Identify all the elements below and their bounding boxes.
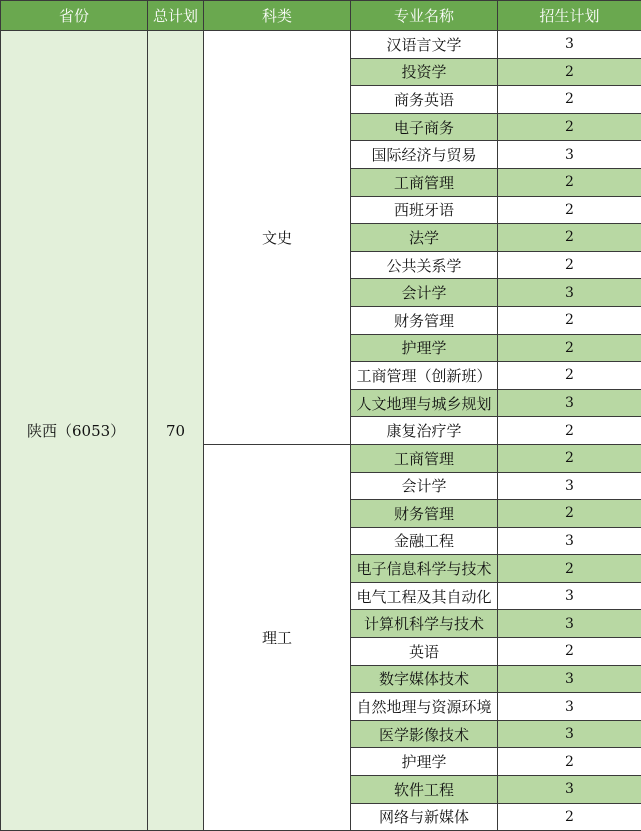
major-name-cell: 英语	[351, 638, 498, 666]
quota-cell: 2	[498, 417, 641, 445]
quota-cell: 3	[498, 141, 641, 169]
quota-cell: 2	[498, 803, 641, 831]
major-name-cell: 康复治疗学	[351, 417, 498, 445]
quota-cell: 3	[498, 720, 641, 748]
table-body	[1, 31, 641, 831]
header-quota: 招生计划	[498, 1, 641, 31]
total-plan-cell: 70	[148, 31, 204, 831]
major-name-cell: 电气工程及其自动化	[351, 582, 498, 610]
major-name-cell: 财务管理	[351, 500, 498, 528]
quota-cell: 2	[498, 196, 641, 224]
quota-cell: 3	[498, 610, 641, 638]
major-name-cell: 工商管理	[351, 444, 498, 472]
major-name-cell: 金融工程	[351, 527, 498, 555]
quota-cell: 3	[498, 31, 641, 59]
quota-cell: 2	[498, 444, 641, 472]
major-name-cell: 人文地理与城乡规划	[351, 389, 498, 417]
quota-cell: 3	[498, 279, 641, 307]
quota-cell: 3	[498, 472, 641, 500]
major-name-cell: 公共关系学	[351, 251, 498, 279]
quota-cell: 2	[498, 306, 641, 334]
subject-cell: 理工	[204, 444, 351, 830]
major-name-cell: 数字媒体技术	[351, 665, 498, 693]
major-name-cell: 网络与新媒体	[351, 803, 498, 831]
major-name-cell: 投资学	[351, 58, 498, 86]
quota-cell: 2	[498, 362, 641, 390]
header-row	[1, 1, 641, 31]
major-name-cell: 电子商务	[351, 113, 498, 141]
quota-cell: 2	[498, 113, 641, 141]
major-name-cell: 医学影像技术	[351, 720, 498, 748]
quota-cell: 2	[498, 58, 641, 86]
major-name-cell: 计算机科学与技术	[351, 610, 498, 638]
quota-cell: 2	[498, 251, 641, 279]
quota-cell: 2	[498, 500, 641, 528]
major-name-cell: 商务英语	[351, 86, 498, 114]
quota-cell: 2	[498, 638, 641, 666]
quota-cell: 2	[498, 748, 641, 776]
quota-cell: 3	[498, 582, 641, 610]
major-name-cell: 软件工程	[351, 776, 498, 804]
quota-cell: 3	[498, 693, 641, 721]
major-name-cell: 工商管理（创新班）	[351, 362, 498, 390]
table-row	[1, 31, 641, 59]
quota-cell: 2	[498, 334, 641, 362]
quota-cell: 2	[498, 555, 641, 583]
major-name-cell: 国际经济与贸易	[351, 141, 498, 169]
subject-cell: 文史	[204, 31, 351, 445]
major-name-cell: 西班牙语	[351, 196, 498, 224]
quota-cell: 2	[498, 168, 641, 196]
major-name-cell: 电子信息科学与技术	[351, 555, 498, 583]
province-cell: 陕西（6053）	[1, 31, 148, 831]
major-name-cell: 会计学	[351, 279, 498, 307]
major-name-cell: 工商管理	[351, 168, 498, 196]
major-name-cell: 财务管理	[351, 306, 498, 334]
major-name-cell: 汉语言文学	[351, 31, 498, 59]
header-province: 省份	[1, 1, 148, 31]
major-name-cell: 自然地理与资源环境	[351, 693, 498, 721]
header-subject: 科类	[204, 1, 351, 31]
quota-cell: 2	[498, 224, 641, 252]
quota-cell: 3	[498, 389, 641, 417]
quota-cell: 3	[498, 665, 641, 693]
major-name-cell: 护理学	[351, 748, 498, 776]
major-name-cell: 会计学	[351, 472, 498, 500]
quota-cell: 3	[498, 527, 641, 555]
header-total-plan: 总计划	[148, 1, 204, 31]
major-name-cell: 法学	[351, 224, 498, 252]
quota-cell: 3	[498, 776, 641, 804]
major-name-cell: 护理学	[351, 334, 498, 362]
quota-cell: 2	[498, 86, 641, 114]
header-major: 专业名称	[351, 1, 498, 31]
